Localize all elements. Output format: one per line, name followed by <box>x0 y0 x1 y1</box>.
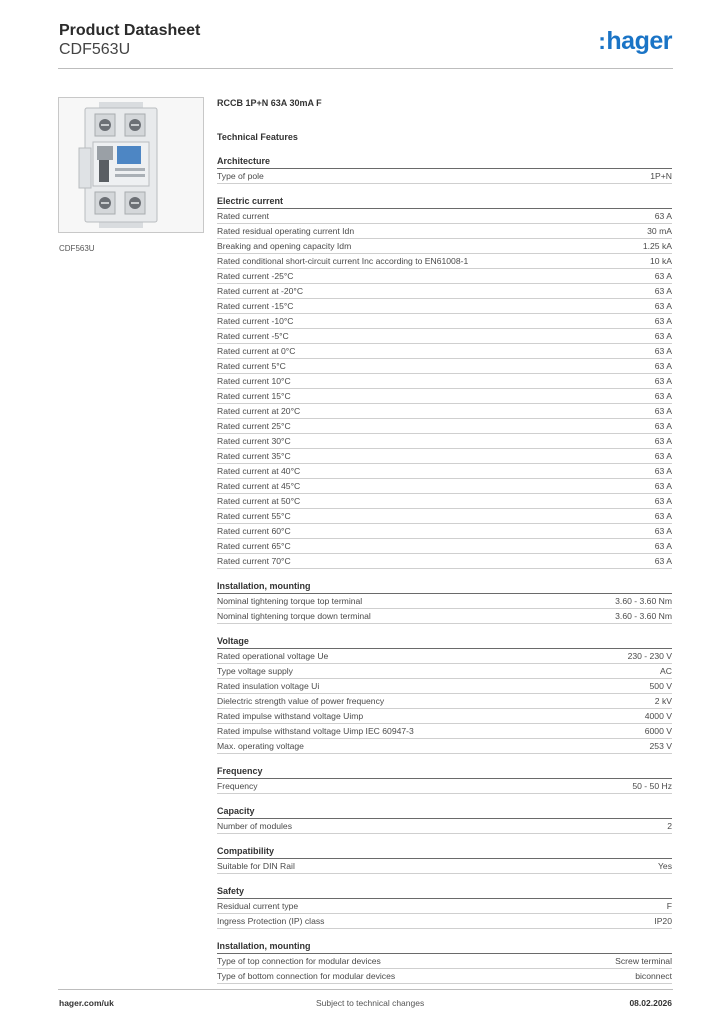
spec-section <box>217 940 672 984</box>
spec-value: 6000 V <box>644 726 672 736</box>
spec-value: 63 A <box>654 466 672 476</box>
section-title: Electric current <box>217 195 672 209</box>
spec-label: Rated impulse withstand voltage Uimp IEC 60947-3 <box>217 726 414 736</box>
footer-website-link[interactable]: hager.com/uk <box>59 998 114 1008</box>
spec-section <box>217 885 672 929</box>
spec-value: 253 V <box>649 741 672 751</box>
spec-label: Type voltage supply <box>217 666 293 676</box>
spec-value: 63 A <box>654 481 672 491</box>
spec-value: 4000 V <box>644 711 672 721</box>
spec-row <box>217 554 672 569</box>
spec-label: Rated insulation voltage Ui <box>217 681 320 691</box>
spec-row <box>217 779 672 794</box>
spec-label: Rated current at -20°C <box>217 286 304 296</box>
spec-section <box>217 195 672 569</box>
spec-label: Rated current 70°C <box>217 556 291 566</box>
spec-label: Nominal tightening torque down terminal <box>217 611 371 621</box>
spec-value: Yes <box>657 861 672 871</box>
section-title: Installation, mounting <box>217 580 672 594</box>
spec-label: Rated operational voltage Ue <box>217 651 329 661</box>
spec-section <box>217 635 672 754</box>
spec-label: Rated current -5°C <box>217 331 289 341</box>
section-title: Architecture <box>217 155 672 169</box>
spec-content <box>217 96 672 984</box>
section-title: Frequency <box>217 765 672 779</box>
spec-row <box>217 209 672 224</box>
spec-row <box>217 359 672 374</box>
spec-row <box>217 269 672 284</box>
spec-label: Frequency <box>217 781 258 791</box>
spec-value: 63 A <box>654 301 672 311</box>
spec-row <box>217 969 672 984</box>
spec-row <box>217 694 672 709</box>
spec-label: Rated current 55°C <box>217 511 291 521</box>
spec-value: 1P+N <box>650 171 672 181</box>
spec-row <box>217 679 672 694</box>
spec-row <box>217 494 672 509</box>
spec-value: 230 - 230 V <box>627 651 672 661</box>
spec-label: Rated current 15°C <box>217 391 291 401</box>
spec-value: 63 A <box>654 511 672 521</box>
section-title: Capacity <box>217 805 672 819</box>
spec-row <box>217 859 672 874</box>
spec-value: 63 A <box>654 211 672 221</box>
spec-label: Rated current at 0°C <box>217 346 296 356</box>
spec-value: 500 V <box>649 681 672 691</box>
page-title: Product Datasheet <box>59 22 201 39</box>
spec-label: Rated conditional short-circuit current Inc according to EN61008-1 <box>217 256 469 266</box>
section-title: Installation, mounting <box>217 940 672 954</box>
spec-row <box>217 609 672 624</box>
spec-label: Breaking and opening capacity Idm <box>217 241 352 251</box>
spec-row <box>217 299 672 314</box>
spec-row <box>217 449 672 464</box>
spec-row <box>217 594 672 609</box>
spec-row <box>217 509 672 524</box>
spec-sections <box>217 155 672 984</box>
spec-label: Rated current 30°C <box>217 436 291 446</box>
spec-label: Rated current at 20°C <box>217 406 301 416</box>
spec-value: 63 A <box>654 541 672 551</box>
logo-text: hager <box>606 27 672 55</box>
spec-label: Nominal tightening torque top terminal <box>217 596 363 606</box>
spec-row <box>217 239 672 254</box>
spec-row <box>217 284 672 299</box>
spec-row <box>217 419 672 434</box>
spec-label: Rated current 60°C <box>217 526 291 536</box>
spec-value: 63 A <box>654 376 672 386</box>
spec-value: biconnect <box>635 971 672 981</box>
spec-label: Rated current at 40°C <box>217 466 301 476</box>
spec-value: 50 - 50 Hz <box>632 781 672 791</box>
product-title: RCCB 1P+N 63A 30mA F <box>217 98 322 108</box>
footer-date: 08.02.2026 <box>629 998 672 1008</box>
spec-value: 63 A <box>654 346 672 356</box>
spec-label: Rated current 10°C <box>217 376 291 386</box>
spec-section <box>217 845 672 874</box>
spec-value: 63 A <box>654 406 672 416</box>
spec-section <box>217 805 672 834</box>
spec-label: Rated current 65°C <box>217 541 291 551</box>
spec-row <box>217 539 672 554</box>
spec-value: 63 A <box>654 391 672 401</box>
spec-label: Rated current 5°C <box>217 361 286 371</box>
spec-value: 63 A <box>654 361 672 371</box>
spec-row <box>217 389 672 404</box>
spec-section <box>217 765 672 794</box>
spec-label: Rated current 35°C <box>217 451 291 461</box>
spec-row <box>217 464 672 479</box>
spec-label: Rated current at 50°C <box>217 496 301 506</box>
spec-row <box>217 819 672 834</box>
spec-row <box>217 169 672 184</box>
spec-value: 63 A <box>654 526 672 536</box>
spec-value: 63 A <box>654 496 672 506</box>
spec-label: Residual current type <box>217 901 299 911</box>
spec-label: Type of top connection for modular devices <box>217 956 381 966</box>
section-title: Voltage <box>217 635 672 649</box>
spec-label: Rated current 25°C <box>217 421 291 431</box>
spec-value: 63 A <box>654 451 672 461</box>
spec-value: 30 mA <box>647 226 672 236</box>
spec-label: Suitable for DIN Rail <box>217 861 295 871</box>
technical-features-heading: Technical Features <box>217 132 298 142</box>
header-divider <box>58 68 673 69</box>
spec-row <box>217 404 672 419</box>
section-title: Compatibility <box>217 845 672 859</box>
spec-row <box>217 649 672 664</box>
spec-row <box>217 664 672 679</box>
spec-value: 3.60 - 3.60 Nm <box>615 611 672 621</box>
spec-label: Number of modules <box>217 821 292 831</box>
product-reference: CDF563U <box>59 41 131 58</box>
spec-section <box>217 580 672 624</box>
spec-label: Rated current <box>217 211 270 221</box>
spec-row <box>217 254 672 269</box>
spec-row <box>217 329 672 344</box>
image-caption: CDF563U <box>59 244 95 253</box>
spec-label: Rated current -15°C <box>217 301 294 311</box>
spec-value: 10 kA <box>650 256 672 266</box>
spec-value: 63 A <box>654 556 672 566</box>
spec-label: Type of pole <box>217 171 264 181</box>
spec-label: Rated current at 45°C <box>217 481 301 491</box>
spec-label: Rated current -25°C <box>217 271 294 281</box>
spec-row <box>217 914 672 929</box>
spec-section <box>217 155 672 184</box>
spec-label: Type of bottom connection for modular devices <box>217 971 396 981</box>
spec-row <box>217 724 672 739</box>
spec-value: 1.25 kA <box>642 241 672 251</box>
spec-value: 63 A <box>654 316 672 326</box>
spec-value: Screw terminal <box>615 956 672 966</box>
spec-label: Ingress Protection (IP) class <box>217 916 325 926</box>
spec-row <box>217 344 672 359</box>
spec-value: AC <box>660 666 672 676</box>
spec-value: IP20 <box>654 916 672 926</box>
rccb-device-illustration <box>59 98 203 232</box>
footer-divider <box>58 989 673 990</box>
spec-value: 2 kV <box>654 696 672 706</box>
spec-label: Rated impulse withstand voltage Uimp <box>217 711 364 721</box>
spec-row <box>217 954 672 969</box>
spec-value: F <box>666 901 672 911</box>
spec-row <box>217 709 672 724</box>
spec-row <box>217 314 672 329</box>
product-image <box>58 97 204 233</box>
spec-value: 63 A <box>654 331 672 341</box>
footer-disclaimer: Subject to technical changes <box>316 998 425 1008</box>
spec-row <box>217 479 672 494</box>
spec-value: 3.60 - 3.60 Nm <box>615 596 672 606</box>
spec-label: Dielectric strength value of power frequency <box>217 696 385 706</box>
spec-row <box>217 739 672 754</box>
spec-value: 63 A <box>654 286 672 296</box>
page-header <box>59 22 200 59</box>
spec-value: 63 A <box>654 436 672 446</box>
spec-value: 2 <box>667 821 672 831</box>
spec-label: Rated current -10°C <box>217 316 294 326</box>
spec-row <box>217 374 672 389</box>
spec-row <box>217 224 672 239</box>
spec-value: 63 A <box>654 271 672 281</box>
spec-value: 63 A <box>654 421 672 431</box>
spec-row <box>217 899 672 914</box>
spec-row <box>217 524 672 539</box>
section-title: Safety <box>217 885 672 899</box>
spec-row <box>217 434 672 449</box>
spec-label: Max. operating voltage <box>217 741 304 751</box>
hager-logo[interactable]: :hager <box>598 27 672 55</box>
spec-label: Rated residual operating current Idn <box>217 226 355 236</box>
